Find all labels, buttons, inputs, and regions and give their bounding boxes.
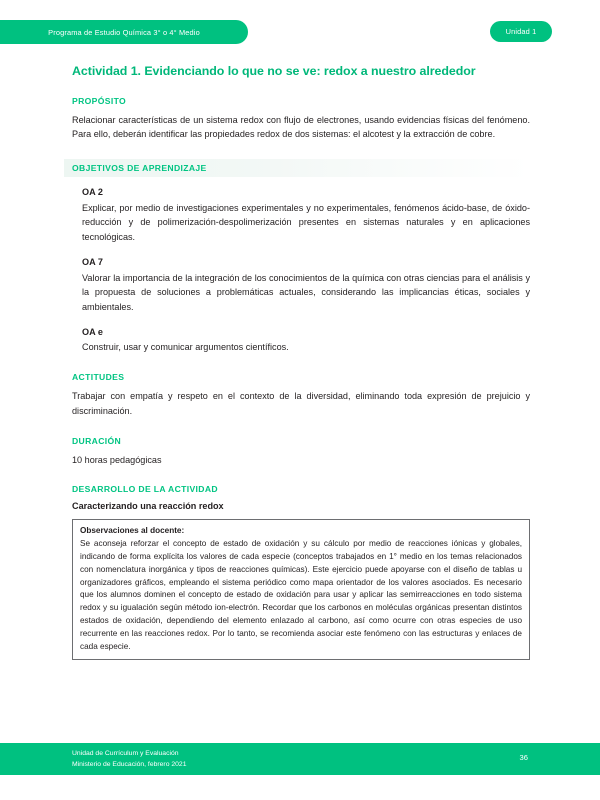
page-footer xyxy=(0,743,600,775)
spacer xyxy=(72,467,530,484)
footer-line-2: Ministerio de Educación, febrero 2021 xyxy=(72,760,187,768)
proposito-text: Relacionar características de un sistema redox con flujo de electrones, usando evidencias físicas del fenómeno. Para ello, deberán identificar las propiedades redox de dos sistemas: el alcotest y la extracción de cobre. xyxy=(72,114,530,140)
desarrollo-subtitle: Caracterizando una reacción redox xyxy=(72,501,224,512)
duracion-text: 10 horas pedagógicas xyxy=(72,454,162,465)
objetivos-heading: OBJETIVOS DE APRENDIZAJE xyxy=(64,159,530,177)
section-actitudes xyxy=(72,372,530,418)
oa-code: OA 2 xyxy=(82,186,103,197)
teacher-note-text: Se aconseja reforzar el concepto de estado de oxidación y su cálculo por medio de reacciones iónicas y globales, indicando de forma explícita los valores de cada especie (conceptos trabajados en 1° medio en los temas relacionados con nomenclatura inorgánica y tipos de reacciones químicas). Este ejercicio puede apoyarse con el diseño de tablas u organizadores gráficos, empleando el sistema periódico como mapa orientador de los valores asociados. Es necesario que los alumnos dominen el concepto de estado de oxidación para usar y aplicar las semirreacciones en todo sistema redox y su igualación según método ion-electrón. Recordar que los carbonos en moléculas orgánicas presentan distintos estados de oxidación, dependiendo del elemento enlazado al carbono, así como ocurre con otras especies de uso recurrente en las reacciones redox. Por lo tanto, se recomienda asociar este fenómeno con las estructuras y enlaces de cada especie. xyxy=(80,539,522,651)
unit-badge-label: Unidad 1 xyxy=(505,27,537,36)
section-proposito xyxy=(72,96,530,142)
oa-item xyxy=(72,256,530,315)
oa-code: OA e xyxy=(82,326,103,337)
section-objetivos xyxy=(72,159,530,355)
spacer xyxy=(72,142,530,159)
footer-credits xyxy=(72,749,186,770)
document-content xyxy=(72,64,530,660)
oa-text: Valorar la importancia de la integración de los conocimientos de la química con otras ciencias para el análisis y la propuesta de soluciones a problemáticas actuales, considerando las implicancias éticas, sociales y ambientales. xyxy=(82,272,530,312)
oa-code: OA 7 xyxy=(82,256,103,267)
page-number: 36 xyxy=(519,753,528,762)
spacer xyxy=(72,419,530,436)
teacher-note-title: Observaciones al docente: xyxy=(80,526,185,536)
section-duracion xyxy=(72,436,530,468)
page-header xyxy=(0,20,600,44)
program-banner-label: Programa de Estudio Química 3° o 4° Medio xyxy=(48,27,200,37)
oa-item xyxy=(72,186,530,245)
page-title: Actividad 1. Evidenciando lo que no se ve: redox a nuestro alrededor xyxy=(72,64,476,78)
proposito-heading: PROPÓSITO xyxy=(72,95,127,106)
actitudes-text: Trabajar con empatía y respeto en el contexto de la diversidad, eliminando toda expresión de prejuicio y discriminación. xyxy=(72,391,530,416)
oa-text: Explicar, por medio de investigaciones experimentales y no experimentales, fenómenos ácido-base, de óxido-reducción y de polimerización-despolimerización presentes en sistemas naturales y en aplicaciones tecnológicas. xyxy=(82,202,530,243)
section-desarrollo xyxy=(72,484,530,660)
actitudes-heading: ACTITUDES xyxy=(72,372,125,383)
oa-text: Construir, usar y comunicar argumentos científicos. xyxy=(82,342,289,353)
desarrollo-heading: DESARROLLO DE LA ACTIVIDAD xyxy=(72,484,218,495)
duracion-heading: DURACIÓN xyxy=(72,435,122,446)
oa-item xyxy=(72,326,530,355)
spacer xyxy=(72,355,530,372)
program-banner xyxy=(0,20,248,44)
footer-line-1: Unidad de Currículum y Evaluación xyxy=(72,750,179,757)
unit-badge xyxy=(490,21,552,42)
teacher-note-box xyxy=(72,519,530,660)
